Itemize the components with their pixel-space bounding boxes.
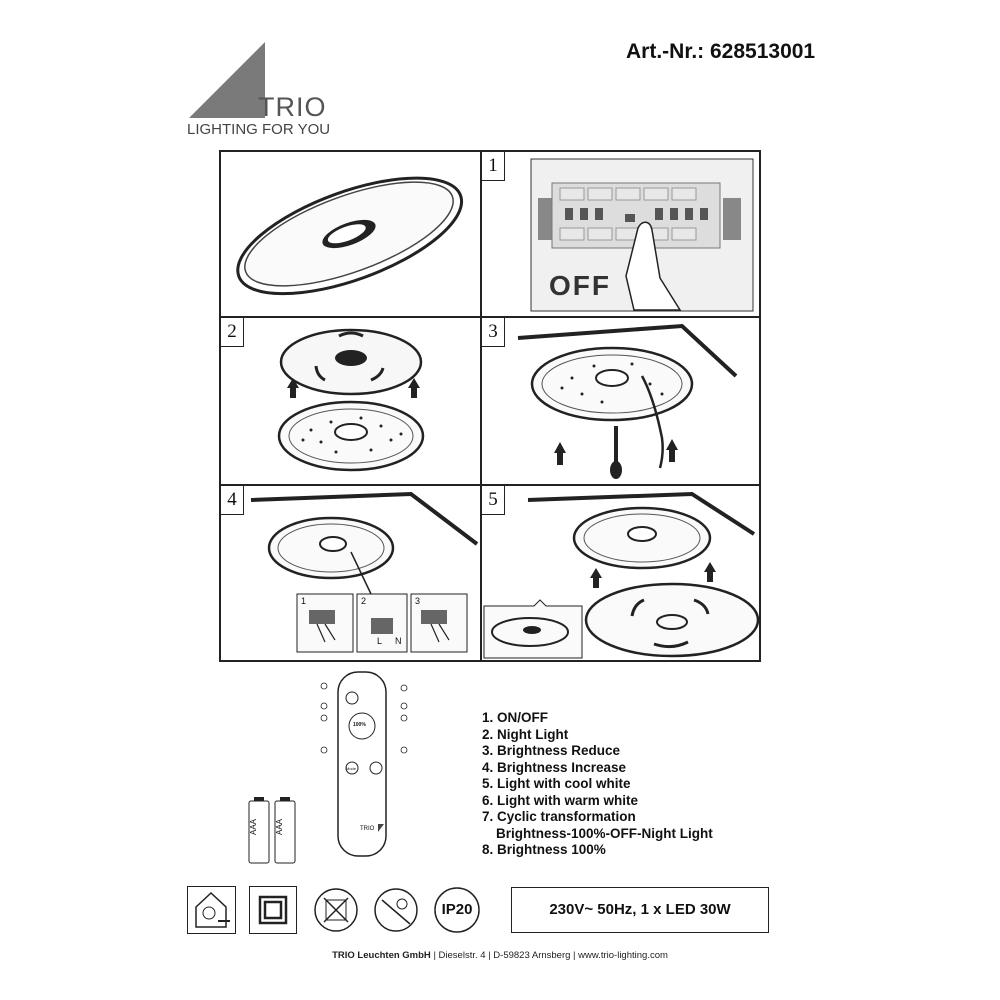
footer-separator: | bbox=[573, 950, 579, 961]
step-2-panel bbox=[220, 317, 481, 485]
feature-item: Brightness-100%-OFF-Night Light bbox=[496, 825, 713, 841]
logo-word: TRIO bbox=[258, 92, 327, 122]
mount-base-illustration bbox=[482, 318, 759, 484]
no-dimmer-icon bbox=[312, 886, 360, 934]
step-number: 5 bbox=[482, 486, 505, 515]
off-label: OFF bbox=[549, 270, 611, 301]
remote-brand-word: TRIO bbox=[360, 826, 375, 832]
wire-letter: N bbox=[395, 636, 402, 646]
step-3-panel bbox=[481, 317, 760, 485]
footer bbox=[0, 950, 1000, 961]
remote-mode-button-label: Mode bbox=[346, 766, 357, 771]
step-1-panel bbox=[481, 151, 760, 317]
feature-item: 4. Brightness Increase bbox=[482, 759, 627, 775]
logo-tagline: LIGHTING FOR YOU bbox=[187, 121, 331, 138]
feature-item: 7. Cyclic transformation bbox=[482, 809, 636, 824]
footer-separator: | bbox=[488, 950, 494, 961]
footer-company: TRIO Leuchten GmbH bbox=[332, 950, 431, 961]
ceiling-lamp-illustration bbox=[221, 152, 480, 316]
attach-cover-illustration bbox=[482, 486, 759, 660]
feature-item: 2. Night Light bbox=[482, 726, 569, 742]
footer-website: www.trio-lighting.com bbox=[578, 950, 668, 961]
no-covering-icon bbox=[372, 886, 420, 934]
feature-item: 3. Brightness Reduce bbox=[482, 743, 621, 758]
step-number: 4 bbox=[221, 486, 244, 515]
step-number: 2 bbox=[221, 318, 244, 347]
trio-logo-triangle bbox=[187, 40, 267, 120]
indoor-use-icon bbox=[187, 886, 236, 934]
remove-cover-illustration bbox=[221, 318, 480, 484]
step-number: 1 bbox=[482, 152, 505, 181]
product-view-panel bbox=[220, 151, 481, 317]
feature-item: 1. ON/OFF bbox=[482, 710, 549, 725]
ip-rating-text: IP20 bbox=[441, 901, 473, 918]
instruction-grid bbox=[219, 150, 761, 662]
substep-label: 2 bbox=[361, 596, 367, 606]
battery-label: AAA bbox=[249, 818, 258, 835]
battery-label: AAA bbox=[275, 818, 284, 835]
feature-item: 6. Light with warm white bbox=[482, 792, 639, 808]
remote-center-button-label: 100% bbox=[353, 722, 366, 728]
footer-city: D-59823 Arnsberg bbox=[493, 950, 571, 961]
substep-label: 1 bbox=[301, 596, 307, 606]
step-4-panel bbox=[220, 485, 481, 661]
remote-feature-list bbox=[482, 710, 713, 859]
step-number: 3 bbox=[482, 318, 505, 347]
protection-class-2-icon bbox=[249, 886, 297, 934]
feature-item: 5. Light with cool white bbox=[482, 776, 631, 791]
footer-street: Dieselstr. 4 bbox=[438, 950, 486, 961]
substep-label: 3 bbox=[415, 596, 421, 606]
footer-separator: | bbox=[433, 950, 439, 961]
wiring-illustration bbox=[221, 486, 480, 660]
article-number: Art.-Nr.: 628513001 bbox=[626, 40, 816, 63]
feature-item: 8. Brightness 100% bbox=[482, 842, 606, 857]
wire-letter: L bbox=[377, 636, 383, 646]
electrical-spec: 230V~ 50Hz, 1 x LED 30W bbox=[511, 887, 769, 933]
step-5-panel bbox=[481, 485, 760, 661]
